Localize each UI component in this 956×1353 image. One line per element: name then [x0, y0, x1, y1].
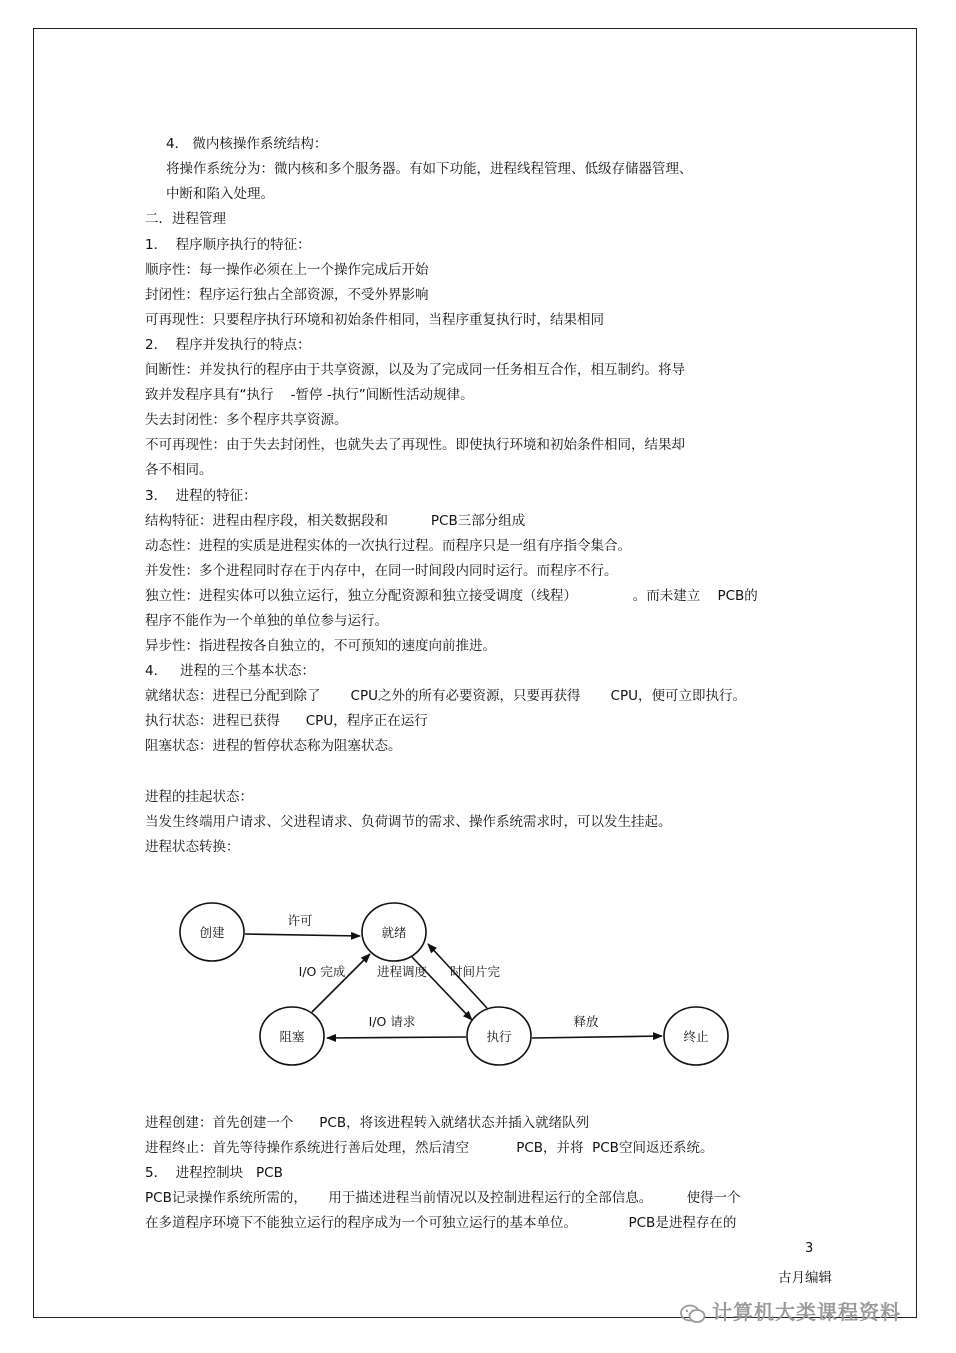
- edge-io-request-arrow: [327, 1037, 466, 1038]
- watermark: [680, 1296, 901, 1325]
- text-line: 5． 进程控制块 PCB: [145, 1165, 283, 1181]
- text-line: 并发性：多个进程同时存在于内存中，在同一时间段内同时运行。而程序不行。: [145, 563, 618, 579]
- state-blocked-label: 阻塞: [279, 1029, 305, 1044]
- text-line: 将操作系统分为：微内核和多个服务器。有如下功能，进程线程管理、低级存储器管理、: [166, 161, 693, 177]
- text-line: 4． 微内核操作系统结构：: [166, 136, 328, 152]
- text-line: 不可再现性：由于失去封闭性，也就失去了再现性。即使执行环境和初始条件相同，结果却: [145, 437, 685, 453]
- text-line: 动态性：进程的实质是进程实体的一次执行过程。而程序只是一组有序指令集合。: [145, 538, 631, 554]
- text-line: 2． 程序并发执行的特点：: [145, 337, 311, 353]
- edge-release-arrow: [532, 1036, 662, 1038]
- text-line: 执行状态：进程已获得 CPU，程序正在运行: [145, 713, 428, 729]
- text-line: 顺序性：每一操作必须在上一个操作完成后开始: [145, 262, 429, 278]
- text-line: 封闭性：程序运行独占全部资源，不受外界影响: [145, 287, 429, 303]
- wechat-icon: [680, 1304, 706, 1324]
- edge-io-done-label: I/O 完成: [298, 964, 346, 979]
- watermark-text: 计算机大类课程资料: [712, 1300, 901, 1324]
- state-terminated-label: 终止: [683, 1029, 709, 1044]
- edge-release-label: 释放: [573, 1014, 599, 1029]
- text-line: 独立性：进程实体可以独立运行，独立分配资源和独立接受调度（线程） 。而未建立 PCB的: [145, 588, 758, 604]
- text-line: 各不相同。: [145, 462, 213, 478]
- editor-credit: 古月编辑: [778, 1270, 832, 1286]
- text-line: 间断性：并发执行的程序由于共享资源，以及为了完成同一任务相互合作，相互制约。将导: [145, 362, 685, 378]
- page-number: 3: [805, 1241, 814, 1256]
- text-line: 致并发程序具有“执行 -暂停 -执行”间断性活动规律。: [145, 387, 474, 403]
- text-line: 可再现性：只要程序执行环境和初始条件相同，当程序重复执行时，结果相同: [145, 312, 604, 328]
- text-line: 中断和陷入处理。: [166, 186, 274, 202]
- state-ready-label: 就绪: [381, 925, 407, 940]
- text-line: 4． 进程的三个基本状态：: [145, 663, 315, 679]
- text-line: 3． 进程的特征：: [145, 488, 257, 504]
- text-line: 阻塞状态：进程的暂停状态称为阻塞状态。: [145, 738, 402, 754]
- section-heading: 二．进程管理: [145, 211, 226, 227]
- edge-permit-arrow: [245, 934, 360, 936]
- text-line: 进程终止：首先等待操作系统进行善后处理，然后清空 PCB，并将 PCB空间返还系统。: [145, 1140, 714, 1156]
- text-line: 进程状态转换：: [145, 839, 240, 855]
- state-running-label: 执行: [486, 1029, 512, 1044]
- text-line: 失去封闭性：多个程序共享资源。: [145, 412, 348, 428]
- edge-permit-label: 许可: [287, 913, 313, 928]
- edge-io-request-label: I/O 请求: [368, 1014, 416, 1029]
- text-line: 1． 程序顺序执行的特征：: [145, 237, 311, 253]
- edge-schedule-label: 进程调度: [376, 964, 428, 979]
- text-line: 进程的挂起状态：: [145, 789, 253, 805]
- text-line: 程序不能作为一个单独的单位参与运行。: [145, 613, 388, 629]
- text-line: 异步性：指进程按各自独立的，不可预知的速度向前推进。: [145, 638, 496, 654]
- text-line: 进程创建：首先创建一个 PCB，将该进程转入就绪状态并插入就绪队列: [145, 1115, 590, 1131]
- text-line: 在多道程序环境下不能独立运行的程序成为一个可独立运行的基本单位。 PCB是进程存在的: [145, 1215, 737, 1231]
- process-state-diagram: [170, 890, 750, 1090]
- edge-time-slice-label: 时间片完: [449, 964, 501, 979]
- state-create-label: 创建: [199, 925, 225, 940]
- text-line: PCB记录操作系统所需的， 用于描述进程当前情况以及控制进程运行的全部信息。 使得一个: [145, 1190, 741, 1206]
- text-line: 就绪状态：进程已分配到除了 CPU之外的所有必要资源，只要再获得 CPU，便可立即执行。: [145, 688, 746, 704]
- text-line: 当发生终端用户请求、父进程请求、负荷调节的需求、操作系统需求时，可以发生挂起。: [145, 814, 672, 830]
- text-line: 结构特征：进程由程序段，相关数据段和 PCB三部分组成: [145, 513, 526, 529]
- edge-io-done-arrow: [312, 954, 370, 1012]
